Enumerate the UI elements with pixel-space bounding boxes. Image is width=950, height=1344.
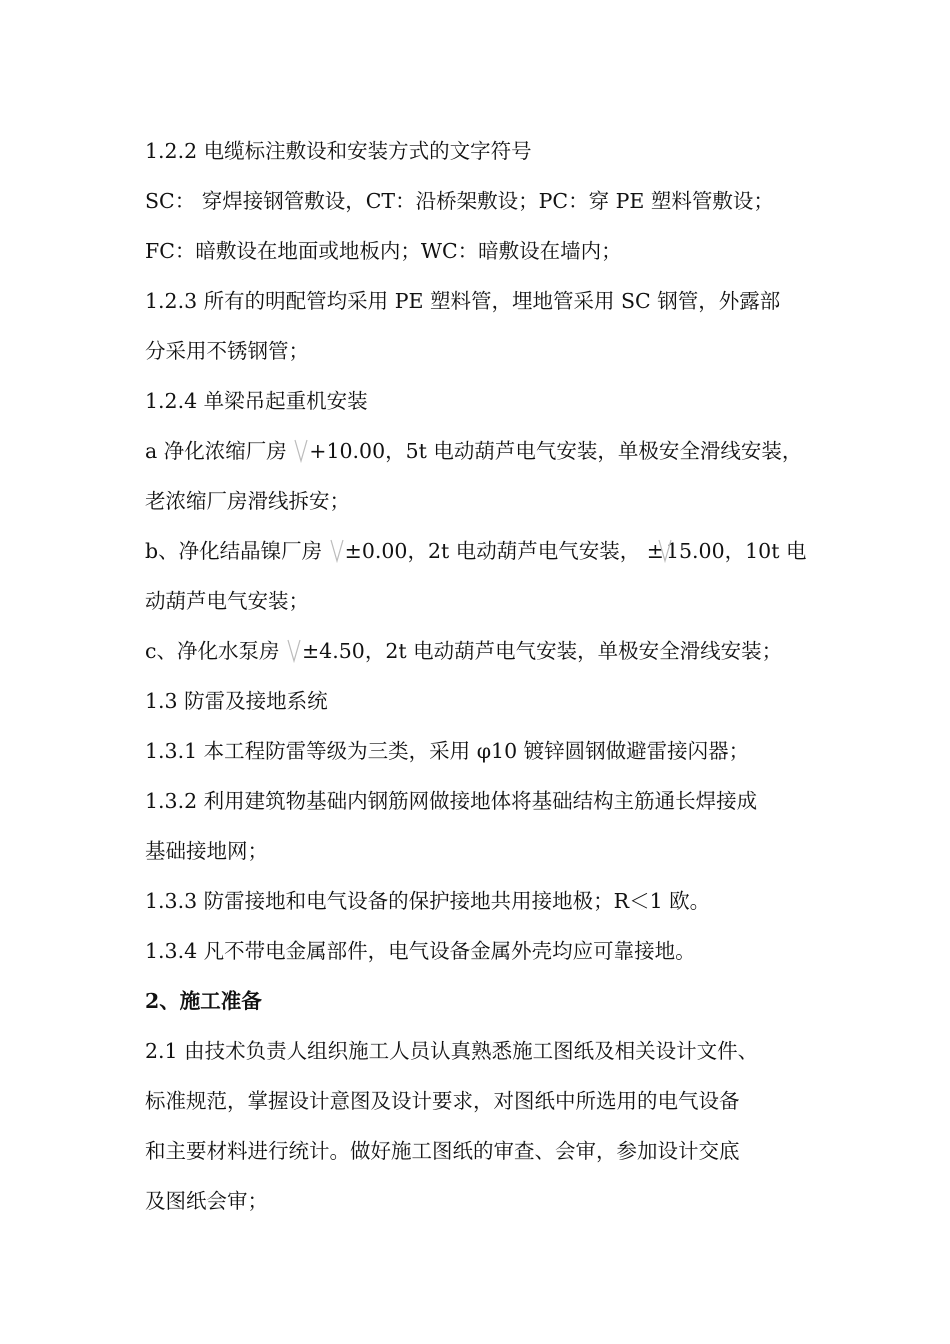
paragraph-2-1: 2.1 由技术负责人组织施工人员认真熟悉施工图纸及相关设计文件、 [145, 1039, 759, 1063]
paragraph-line: 动葫芦电气安装； [145, 589, 309, 613]
elevation-mark-icon [287, 639, 301, 663]
item-a-after: +10.00，5t 电动葫芦电气安装，单极安全滑线安装， [309, 439, 803, 463]
item-c-before: c、净化水泵房 [145, 639, 286, 663]
paragraph-1-3-3: 1.3.3 防雷接地和电气设备的保护接地共用接地极；R＜1 欧。 [145, 889, 711, 913]
item-b-mid: ±0.00，2t 电动葫芦电气安装， ± [344, 539, 664, 563]
heading-1-2-2: 1.2.2 电缆标注敷设和安装方式的文字符号 [145, 139, 532, 163]
item-b-before: b、净化结晶镍厂房 [145, 539, 329, 563]
paragraph-line: FC：暗敷设在地面或地板内；WC：暗敷设在墙内； [145, 239, 622, 263]
paragraph-line: 分采用不锈钢管； [145, 339, 309, 363]
paragraph-line: 及图纸会审； [145, 1189, 268, 1213]
elevation-mark-icon [294, 439, 308, 463]
paragraph-line: 基础接地网； [145, 839, 268, 863]
heading-1-3: 1.3 防雷及接地系统 [145, 689, 328, 713]
paragraph-line: 和主要材料进行统计。做好施工图纸的审查、会审，参加设计交底 [145, 1139, 740, 1163]
paragraph-1-3-4: 1.3.4 凡不带电金属部件，电气设备金属外壳均应可靠接地。 [145, 939, 696, 963]
item-a-before: a 净化浓缩厂房 [145, 439, 294, 463]
paragraph-1-3-2: 1.3.2 利用建筑物基础内钢筋网做接地体将基础结构主筋通长焊接成 [145, 789, 758, 813]
paragraph-line: SC： 穿焊接钢管敷设，CT：沿桥架敷设；PC：穿 PE 塑料管敷设； [145, 189, 774, 213]
item-b-line [145, 537, 845, 565]
item-a-line [145, 437, 845, 465]
paragraph-1-3-1: 1.3.1 本工程防雷等级为三类，采用 φ10 镀锌圆钢做避雷接闪器； [145, 739, 750, 763]
section-heading-2: 2、施工准备 [145, 989, 262, 1013]
item-c-after: ±4.50，2t 电动葫芦电气安装，单极安全滑线安装； [302, 639, 783, 663]
elevation-mark-icon [658, 539, 672, 563]
elevation-mark-icon [330, 539, 344, 563]
heading-1-2-4: 1.2.4 单梁吊起重机安装 [145, 389, 368, 413]
paragraph-line: 标准规范，掌握设计意图及设计要求，对图纸中所选用的电气设备 [145, 1089, 740, 1113]
item-b-after: 15.00，10t 电 [665, 539, 807, 563]
item-c-line [145, 637, 845, 665]
paragraph-line: 老浓缩厂房滑线拆安； [145, 489, 350, 513]
paragraph-1-2-3: 1.2.3 所有的明配管均采用 PE 塑料管，埋地管采用 SC 钢管，外露部 [145, 289, 781, 313]
